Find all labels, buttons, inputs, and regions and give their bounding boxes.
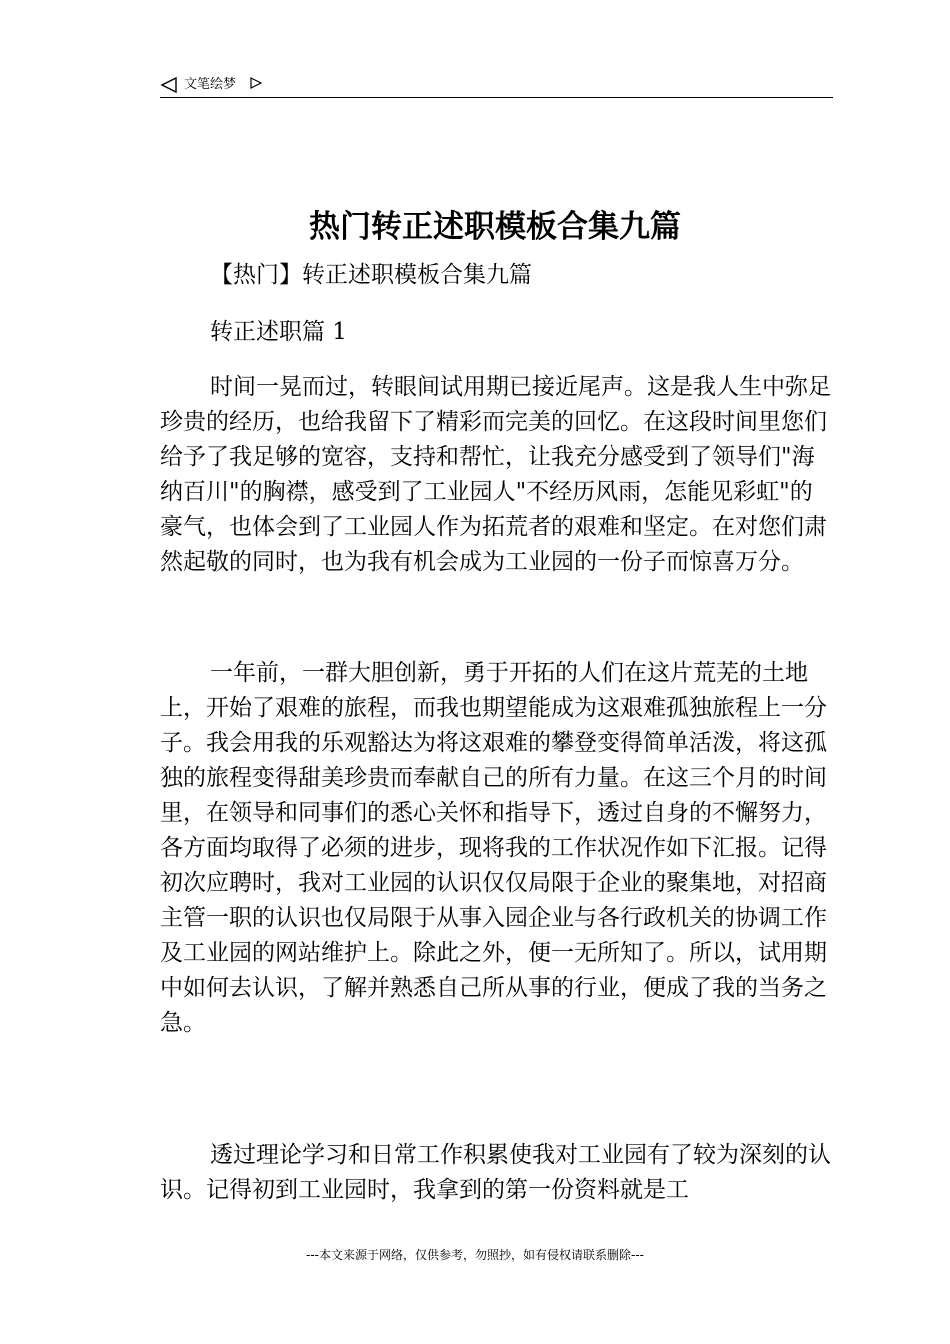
body-paragraph-2: 一年前，一群大胆创新，勇于开拓的人们在这片荒芜的土地上，开始了艰难的旅程，而我也期望能成为这艰难孤独旅程上一分子。我会用我的乐观豁达为将这艰难的攀登变得简单活泼，将这孤独的旅程变得甜美珍贵而奉献自己的所有力量。在这三个月的时间里，在领导和同事们的悉心关怀和指导下，透过自身的不懈努力，各方面均取得了必须的进步，现将我的工作状况作如下汇报。记得初次应聘时，我对工业园的认识仅仅局限于企业的聚集地，对招商主管一职的认识也仅局限于从事入园企业与各行政机关的协调工作及工业园的网站维护上。除此之外，便一无所知了。所以，试用期中如何去认识，了解并熟悉自己所从事的行业，便成了我的当务之急。 xyxy=(160,660,827,1036)
body-paragraph-3: 透过理论学习和日常工作积累使我对工业园有了较为深刻的认识。记得初到工业园时，我拿到的第一份资料就是工 xyxy=(160,1142,831,1203)
triangle-right-icon xyxy=(250,77,262,89)
triangle-left-icon xyxy=(160,76,178,94)
section-heading: 转正述职篇 1 xyxy=(210,319,347,345)
document-subtitle: 【热门】转正述职模板合集九篇 xyxy=(210,262,532,288)
page-header xyxy=(160,74,832,98)
header-divider xyxy=(160,97,833,98)
page-footer: ---本文来源于网络，仅供参考，勿照抄，如有侵权请联系删除--- xyxy=(306,1248,644,1262)
document-title: 热门转正述职模板合集九篇 xyxy=(309,209,681,245)
body-paragraph-1: 时间一晃而过，转眼间试用期已接近尾声。这是我人生中弥足珍贵的经历，也给我留下了精彩而完美的回忆。在这段时间里您们给予了我足够的宽容，支持和帮忙，让我充分感受到了领导们"海纳百川"的胸襟，感受到了工业园人"不经历风雨，怎能见彩虹"的豪气，也体会到了工业园人作为拓荒者的艰难和坚定。在对您们肃然起敬的同时，也为我有机会成为工业园的一份子而惊喜万分。 xyxy=(160,374,831,575)
header-brand: 文笔绘梦 xyxy=(184,77,237,92)
